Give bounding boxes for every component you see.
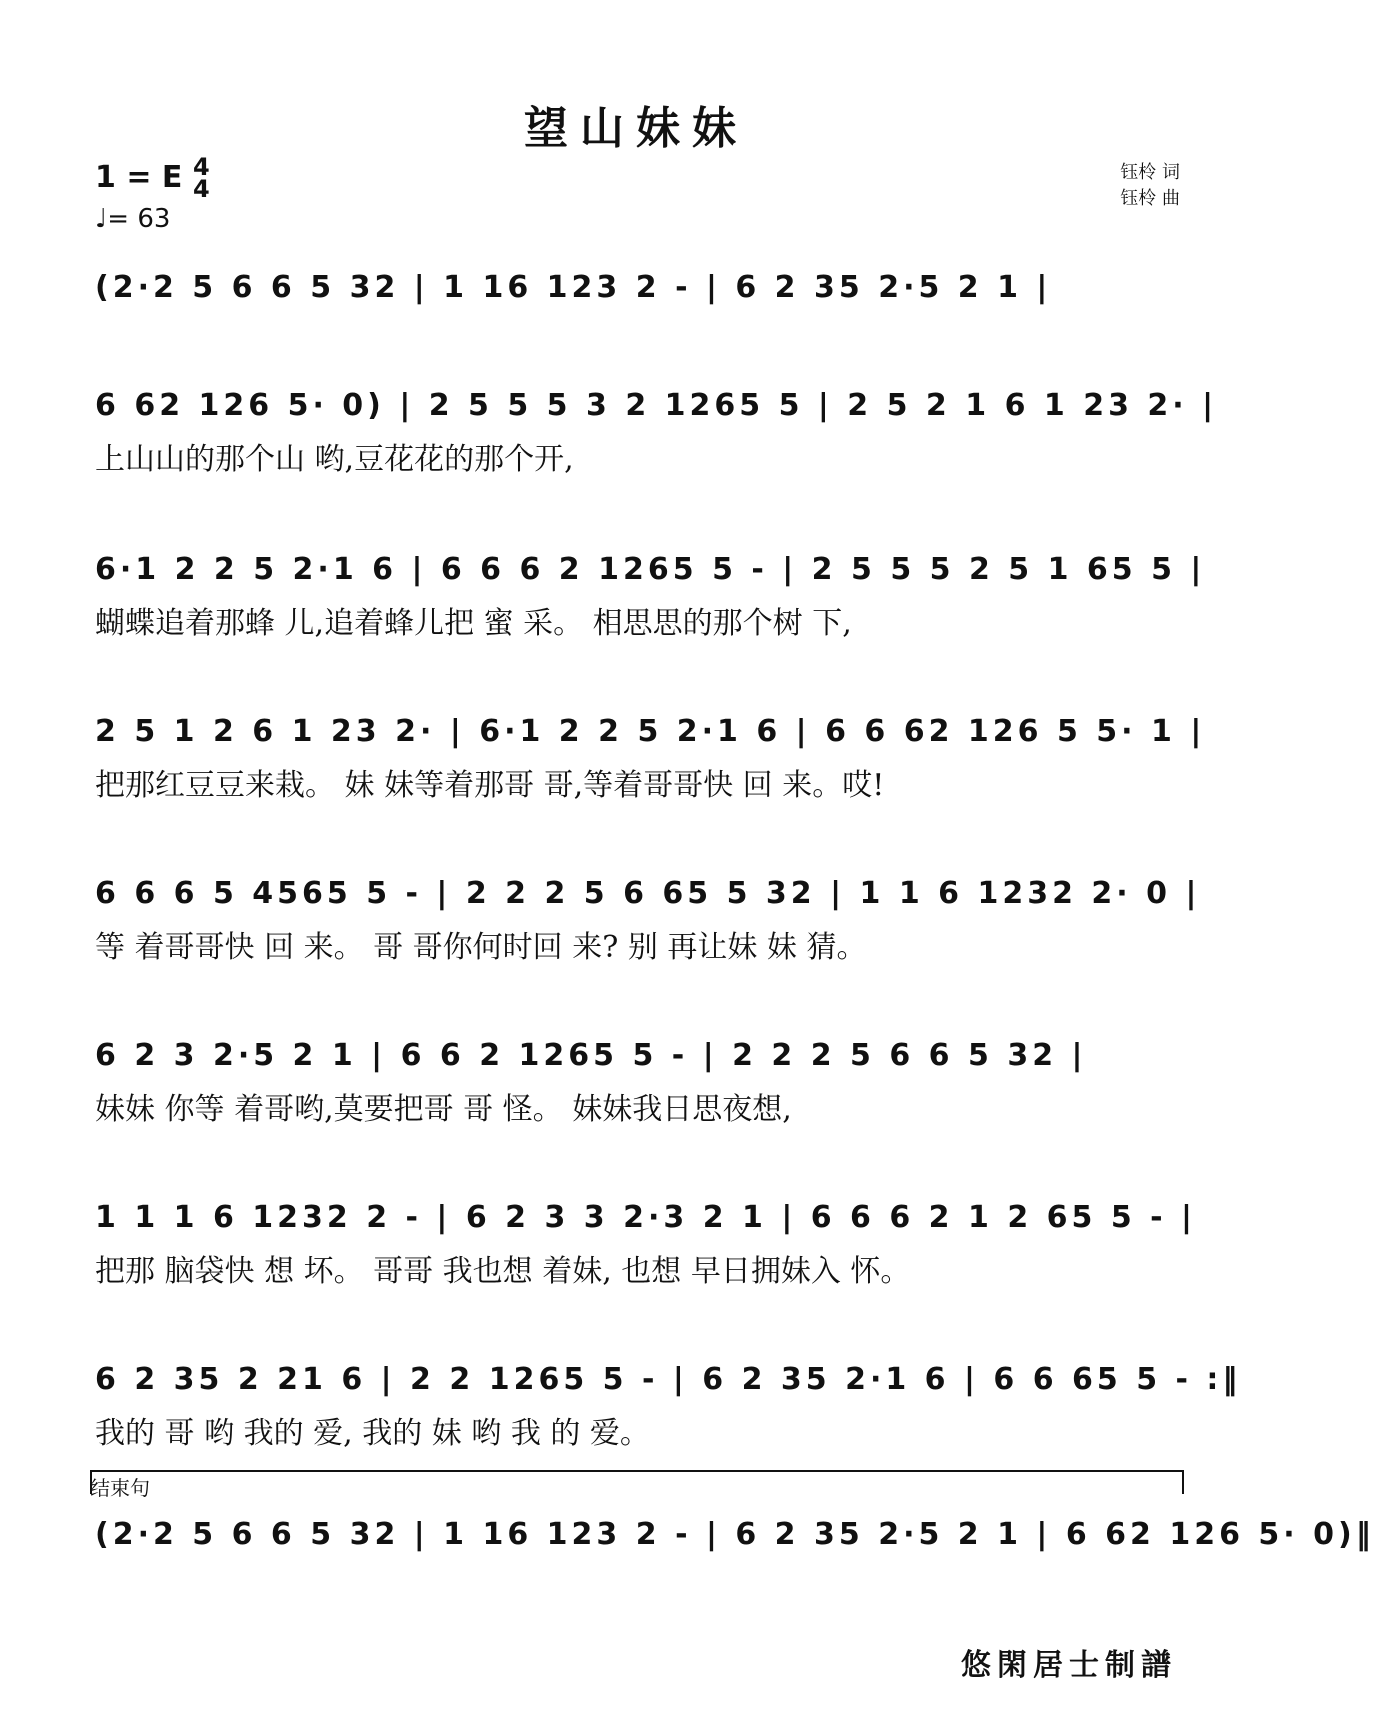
notation-text: 6 2 3 2·5 2 1 | 6 6 2 1265 5 - | 2 2 2 5 6 6 5 32 | xyxy=(95,1038,1087,1073)
notation-text: (2·2 5 6 6 5 32 | 1 16 123 2 - | 6 2 35 2·5 2 1 | xyxy=(95,270,1052,305)
notation-text: 6 2 35 2 21 6 | 2 2 1265 5 - | 6 2 35 2·1 6 | 6 6 65 5 - :‖ xyxy=(95,1362,1242,1397)
notation-row-6 xyxy=(95,1026,1185,1086)
tempo-marking: ♩= 63 xyxy=(95,204,171,234)
notation-row-4 xyxy=(95,702,1206,762)
notation-text: 2 5 1 2 6 1 23 2· | 6·1 2 2 5 2·1 6 | 6 6 62 126 5 5· 1 | xyxy=(95,714,1206,749)
notation-row-7 xyxy=(95,1188,1197,1248)
composer-credit: 钰柃 曲 xyxy=(1120,188,1180,209)
notation-row-1 xyxy=(95,258,1185,318)
meter-bottom: 4 xyxy=(193,175,210,203)
lyrics-row-7 xyxy=(95,1252,1185,1292)
notation-row-2 xyxy=(95,376,1218,436)
notation-text: 6 6 6 5 4565 5 - | 2 2 2 5 6 65 5 32 | 1 1 6 1232 2· 0 | xyxy=(95,876,1201,911)
meter-top: 4 xyxy=(193,153,210,181)
credits xyxy=(1120,160,1180,212)
notation-text: 1 1 1 6 1232 2 - | 6 2 3 3 2·3 2 1 | 6 6 6 2 1 2 65 5 - | xyxy=(95,1200,1197,1235)
lyrics-text: 把那红豆豆来栽。 妹 妹等着那哥 哥,等着哥哥快 回 来。哎! xyxy=(95,768,885,803)
coda-bracket xyxy=(90,1470,1184,1494)
lyrics-text: 等 着哥哥快 回 来。 哥 哥你何时回 来? 别 再让妹 妹 猜。 xyxy=(95,930,867,965)
lyrics-text: 我的 哥 哟 我的 爱, 我的 妹 哟 我 的 爱。 xyxy=(95,1416,650,1451)
notation-row-5 xyxy=(95,864,1201,924)
time-signature xyxy=(193,153,210,203)
notation-text: 6·1 2 2 5 2·1 6 | 6 6 6 2 1265 5 - | 2 5 5 5 2 5 1 65 5 | xyxy=(95,552,1206,587)
coda-notation-row xyxy=(95,1505,1375,1565)
notation-row-3 xyxy=(95,540,1206,600)
lyrics-text: 蝴蝶追着那蜂 儿,追着蜂儿把 蜜 采。 相思思的那个树 下, xyxy=(95,606,852,641)
lyrics-text: 上山山的那个山 哟,豆花花的那个开, xyxy=(95,442,574,477)
lyrics-row-6 xyxy=(95,1090,1185,1130)
song-title: 望山妹妹 xyxy=(524,103,748,154)
lyrics-text: 妹妹 你等 着哥哟,莫要把哥 哥 怪。 妹妹我日思夜想, xyxy=(95,1092,792,1127)
lyrics-row-3 xyxy=(95,604,1185,644)
notation-row-8 xyxy=(95,1350,1242,1410)
notation-text: 6 62 126 5· 0) | 2 5 5 5 3 2 1265 5 | 2 5 2 1 6 1 23 2· | xyxy=(95,388,1218,423)
lyrics-row-8 xyxy=(95,1414,1185,1454)
lyrics-row-5 xyxy=(95,928,1185,968)
notation-text: (2·2 5 6 6 5 32 | 1 16 123 2 - | 6 2 35 2·5 2 1 | 6 62 126 5· 0)‖ xyxy=(95,1517,1375,1552)
coda-label: 结束句 xyxy=(90,1476,150,1500)
key-signature: 1 = E xyxy=(95,160,183,195)
lyrics-text: 把那 脑袋快 想 坏。 哥哥 我也想 着妹, 也想 早日拥妹入 怀。 xyxy=(95,1254,911,1289)
lyrics-row-4 xyxy=(95,766,1185,806)
lyricist-credit: 钰柃 词 xyxy=(1120,162,1180,183)
arranger-signature: 悠閑居士制譜 xyxy=(961,1648,1177,1683)
lyrics-row-2 xyxy=(95,440,1185,480)
